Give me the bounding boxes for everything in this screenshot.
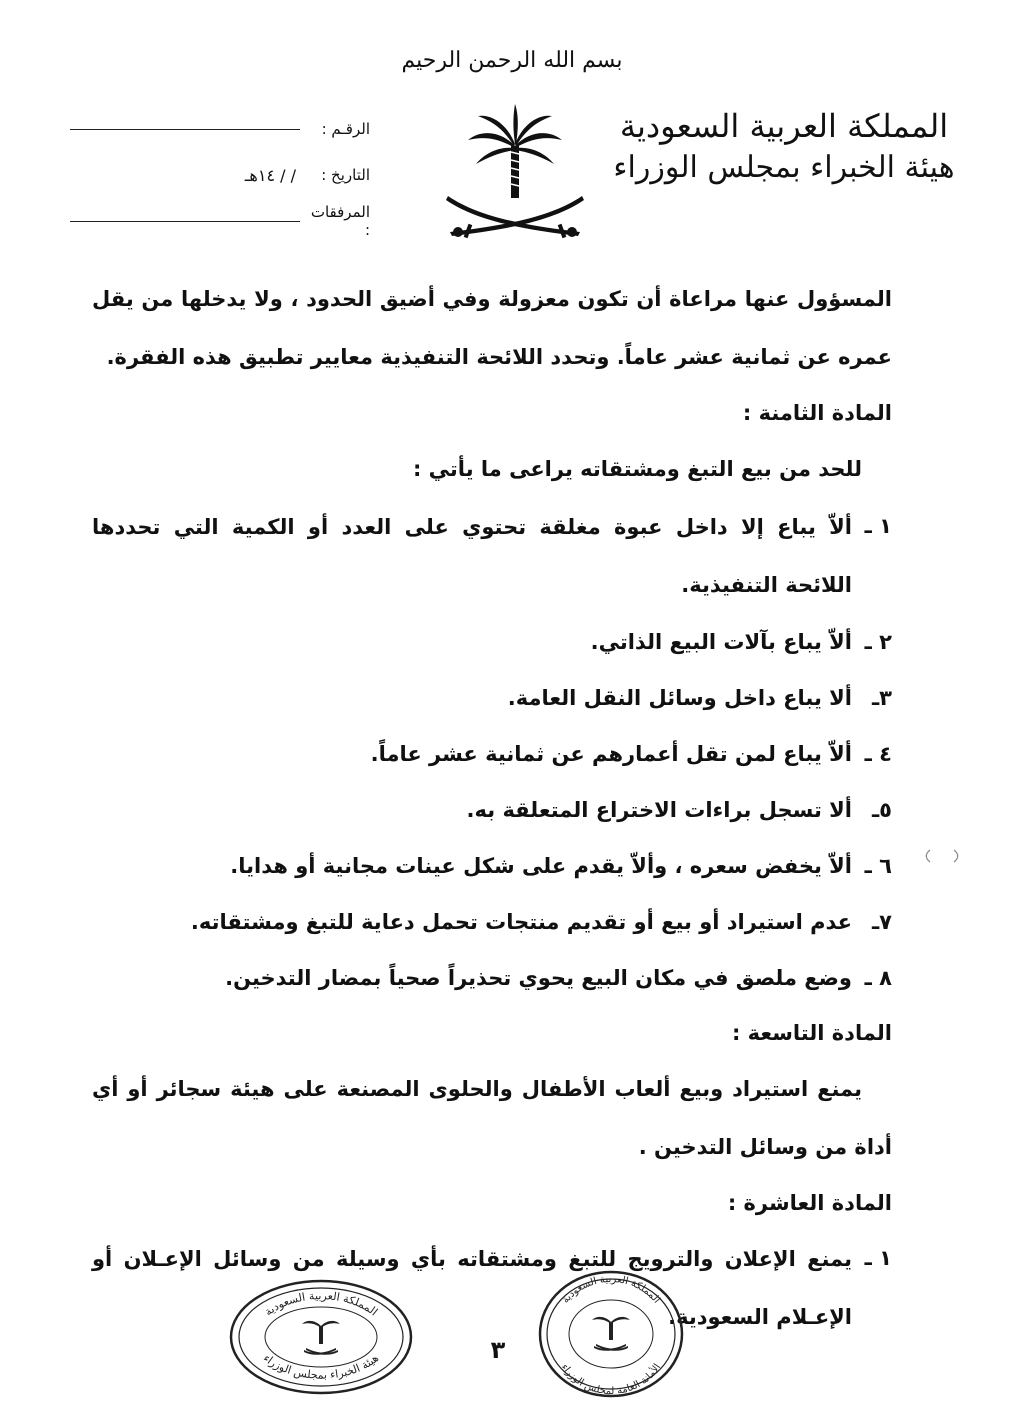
item-text: عدم استيراد أو بيع أو تقديم منتجات تحمل دعاية للتبغ ومشتقاته. [190,910,852,934]
list-item [92,838,892,894]
reference-row [70,106,370,152]
seal-left-bottom-text: هيئة الخبراء بمجلس الوزراء [260,1351,382,1382]
item-number: ٧ـ [871,910,892,934]
seal-left-top-text: المملكة العربية السعودية [262,1289,381,1319]
organization-header [604,104,964,188]
item-text: ألاّ يباع إلا داخل عبوة مغلقة تحتوي على العدد أو الكمية التي تحددها اللائحة التنفيذية. [92,515,852,597]
reference-line [70,128,300,130]
item-text: يمنع الإعلان والترويج للتبغ ومشتقاته بأي وسيلة من وسائل الإعـلان أو الإعـلام السعودية. [92,1247,852,1329]
article-8-intro: للحد من بيع التبغ ومشتقاته يراعى ما يأتي : [412,457,862,481]
item-number: ١ ـ [864,514,892,538]
attachments-row [70,198,370,244]
item-number: ٣ـ [871,686,892,710]
list-item [92,614,892,670]
attachments-label: المرفقات : [310,203,370,239]
reference-block [70,106,370,244]
document-body [92,270,892,1346]
page-number: ٣ [490,1336,506,1364]
margin-mark-icon [924,848,964,864]
article-9-text: يمنع استيراد وبيع ألعاب الأطفال والحلوى المصنعة على هيئة سجائر أو أي أداة من وسائل التدخين . [92,1077,892,1159]
item-text: ألاّ يخفض سعره ، وألاّ يقدم على شكل عينات مجانية أو هدايا. [230,854,852,878]
list-item [92,498,892,614]
seal-right-top-text: المملكة العربية السعودية [560,1273,662,1306]
item-number: ٤ ـ [864,742,892,766]
item-number: ٨ ـ [864,966,892,990]
item-text: ألا يباع داخل وسائل النقل العامة. [507,686,852,710]
org-line-1: المملكة العربية السعودية [619,107,949,145]
date-value: / / ١٤هـ [244,165,296,185]
continued-paragraph: المسؤول عنها مراعاة أن تكون معزولة وفي أضيق الحدود ، ولا يدخلها من يقل عمره عن ثمانية عشر عاماً. وتحدد اللائحة التنفيذية معايير تطبيق هذه الفقرة. [92,287,892,369]
item-number: ٢ ـ [864,630,892,654]
item-text: وضع ملصق في مكان البيع يحوي تحذيراً صحياً بمضار التدخين. [225,966,852,990]
reference-label: الرقـم : [321,120,370,138]
item-text: ألا تسجل براءات الاختراع المتعلقة به. [466,798,852,822]
item-number: ١ ـ [864,1246,892,1270]
list-item [92,670,892,726]
org-line-2: هيئة الخبراء بمجلس الوزراء [613,150,955,185]
date-label: التاريخ : [321,166,370,184]
palm-swords-emblem-icon [440,100,590,240]
list-item [92,950,892,1006]
article-9-heading: المادة التاسعة : [731,1021,892,1045]
list-item [92,1230,892,1346]
date-row [70,152,370,198]
article-8-heading: المادة الثامنة : [742,401,892,425]
article-10-heading: المادة العاشرة : [727,1191,892,1215]
official-seal-right [536,1268,686,1400]
list-item [92,726,892,782]
item-text: ألاّ يباع بآلات البيع الذاتي. [590,630,852,654]
item-number: ٦ ـ [864,854,892,878]
list-item [92,782,892,838]
item-text: ألاّ يباع لمن تقل أعمارهم عن ثمانية عشر عاماً. [370,742,852,766]
basmala: بسم الله الرحمن الرحيم [401,48,623,73]
official-seal-left [226,1276,416,1398]
list-item [92,894,892,950]
seal-right-bottom-text: الأمانة العامة لمجلس الوزراء [558,1362,664,1398]
attachments-line [70,220,300,222]
item-number: ٥ـ [871,798,892,822]
